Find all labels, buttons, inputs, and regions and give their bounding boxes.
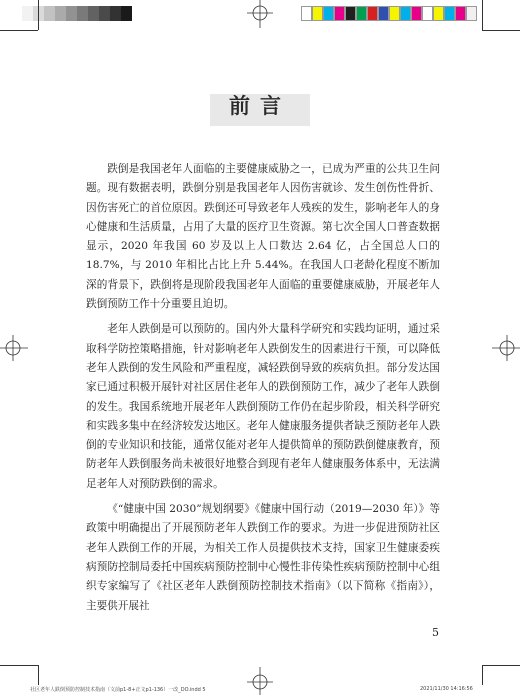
crop-mark: [38, 665, 39, 685]
gray-swatch: [88, 6, 99, 21]
color-swatch: [345, 6, 356, 21]
paragraph: 老年人跌倒是可以预防的。国内外大量科学研究和实践均证明，通过采取科学防控策略措施，针对影响老年人跌倒发生的因素进行干预，可以降低老年人跌倒的发生风险和严重程度，减轻跌倒导致的疾病负担。部分发达国家已通过积极开展针对社区居住老年人的跌倒预防工作，减少了老年人跌倒的发生。我国系统地开展老年人跌倒预防工作仍在起步阶段，相关科学研究和实践多集中在经济较发达地区。老年人健康服务提供者缺乏预防老年人跌倒的专业知识和技能，通常仅能对老年人提供简单的预防跌倒健康教育，预防老年人跌倒服务尚未被很好地整合到现有老年人健康服务体系中，无法满足老年人对预防跌倒的需求。: [86, 323, 440, 490]
gray-swatch: [110, 6, 121, 21]
paragraph: 跌倒是我国老年人面临的主要健康威胁之一，已成为严重的公共卫生问题。现有数据表明，跌倒分别是我国老年人因伤害就诊、发生创伤性骨折、因伤害死亡的首位原因。跌倒还可导致老年人残疾的发生，影响老年人的身心健康和生活质量，占用了大量的医疗卫生资源。第七次全国人口普查数据显示，2020 年我国 60 岁及以上人口数达 2.64 亿，占全国总人口的 18.7%，与 2010 年相比占比上升 5.44%。在我国人口老龄化程度不断加深的背景下，跌倒将是现阶段我国老年人面临的重要健康威胁，开展老年人跌倒预防工作十分重要且迫切。: [86, 163, 440, 311]
page-number: 5: [432, 626, 439, 639]
color-swatch: [455, 6, 466, 21]
gray-swatch: [22, 6, 33, 21]
registration-mark-bottom: [245, 665, 275, 695]
color-swatch: [422, 6, 433, 21]
title-block: [190, 88, 330, 132]
color-swatch: [433, 6, 444, 21]
gray-swatch: [99, 6, 110, 21]
print-slug-filename: 社区老年人跌倒预防控制技术指南（文前p1-8+正文p1-136）一改_DO.indd 5: [30, 687, 206, 693]
page-title: 前言: [229, 93, 291, 118]
gray-swatch: [77, 6, 88, 21]
color-swatch: [378, 6, 389, 21]
crop-mark: [482, 665, 520, 666]
crop-mark: [482, 665, 483, 685]
registration-mark-left: [0, 333, 30, 363]
registration-mark-right: [490, 333, 520, 363]
color-swatch: [444, 6, 455, 21]
color-swatch: [411, 6, 422, 21]
color-swatch: [301, 6, 312, 21]
gray-swatch: [121, 6, 132, 21]
color-swatch: [400, 6, 411, 21]
crop-mark: [482, 30, 520, 31]
color-swatch: [466, 6, 477, 21]
crop-mark: [0, 665, 38, 666]
registration-mark-top: [245, 0, 275, 30]
color-swatch: [334, 6, 345, 21]
crop-mark: [482, 0, 483, 30]
color-swatch: [323, 6, 334, 21]
gray-swatch: [55, 6, 66, 21]
color-swatch: [312, 6, 323, 21]
body-text: [86, 160, 440, 616]
color-swatch: [389, 6, 400, 21]
crop-mark: [0, 30, 38, 31]
gray-swatch: [66, 6, 77, 21]
print-slug-timestamp: 2021/11/30 14:16:56: [420, 686, 473, 692]
gray-swatch: [44, 6, 55, 21]
paragraph: 《“健康中国 2030”规划纲要》《健康中国行动（2019—2030 年）》等政策中明确提出了开展预防老年人跌倒工作的要求。为进一步促进预防社区老年人跌倒工作的开展，为相关工作人员提供技术支持，国家卫生健康委疾病预防控制局委托中国疾病预防控制中心慢性非传染性疾病预防控制中心组织专家编写了《社区老年人跌倒预防控制技术指南》（以下简称《指南》），主要供开展社: [86, 503, 440, 612]
crop-mark: [38, 0, 39, 30]
color-swatch: [356, 6, 367, 21]
color-calibration-bar: [301, 6, 477, 21]
color-swatch: [367, 6, 378, 21]
